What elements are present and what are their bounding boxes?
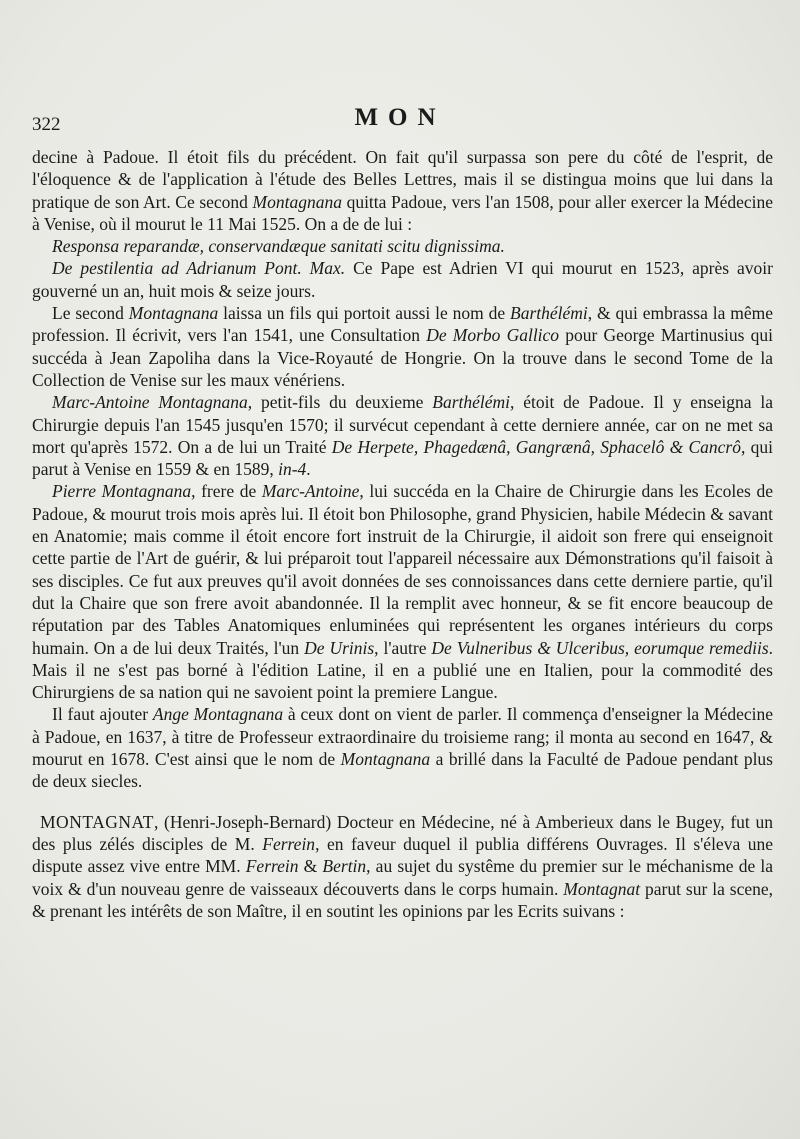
text-run: a brillé dans la Faculté de Padoue pendant plus de deux siecles. (32, 749, 773, 792)
text-run: , petit-fils du deuxieme (247, 392, 433, 413)
italic-text-run: Barthélémi (432, 392, 511, 413)
page-header (32, 104, 768, 134)
italic-text-run: De Vulneribus & Ulceribus, eorumque remediis (431, 637, 769, 658)
italic-text-run: De Urinis (304, 637, 375, 658)
page-number: 322 (32, 114, 61, 135)
italic-text-run: Ange Montagnana (152, 704, 284, 725)
text-run: . Mais il ne s'est pas borné à l'édition Latine, il en a publié une en Italien, pour la commodité des Chirurgiens de sa nation qui ne savoient point la premiere Langue. (32, 637, 774, 703)
text-run: , l'autre (374, 637, 432, 658)
paragraph (32, 480, 773, 703)
text-run: , lui succéda en la Chaire de Chirurgie dans les Ecoles de Padoue, & mourut trois mois après lui. Il étoit bon Philosophe, grand Physicien, habile Médecin & savant en Anatomie; mais comme il étoit encore fort instruit de la Chirurgie, il aidoit son frere qui enseignoit cette partie de l'Art de guérir, & lui préparoit tout l'appareil nécessaire aux Démonstrations qu'il faisoit à ses disciples. Ce fut aux preuves qu'il avoit données de ses connoissances dans cette derniere partie, qu'il dut la Chaire que son frere avoit abandonnée. Il la remplit avec honneur, & se fit encore beaucoup de réputation par des Tables Anatomiques enluminées qui représentent les organes intérieurs du corps humain. On a de lui deux Traités, l'un (32, 481, 773, 658)
italic-text-run: Bertin (322, 856, 367, 877)
text-run: . (306, 459, 311, 480)
paragraph (32, 703, 773, 792)
italic-text-run: De pestilentia ad Adrianum Pont. Max. (52, 258, 346, 279)
italic-text-run: Marc-Antoine Montagnana (52, 392, 248, 413)
italic-text-run: Montagnana (128, 303, 219, 324)
text-run: Il faut ajouter (52, 704, 153, 725)
italic-text-run: Barthélémi (510, 303, 588, 324)
text-run: , au sujet du systême du premier sur le méchanisme de la voix & d'un nouveau genre de vaisseaux découverts dans le corps humain. (32, 856, 773, 899)
text-run: pour George Martinusius qui succéda à Jean Zapoliha dans la Vice-Royauté de Hongrie. On la trouve dans le second Tome de la Collection de Venise sur les maux vénériens. (32, 325, 773, 390)
italic-text-run: in-4 (278, 459, 307, 480)
italic-text-run: De Herpete, Phagedænâ, Gangrænâ, Sphacelô & Cancrô (331, 436, 741, 457)
italic-text-run: Ferrein (262, 833, 316, 854)
text-run: Ce Pape est Adrien VI qui mourut en 1523, après avoir gouverné un an, huit mois & seize jours. (32, 258, 773, 301)
text-run: , étoit de Padoue. Il y enseigna la Chirurgie depuis l'an 1545 jusqu'en 1570; il survécut cependant à cette derniere année, car on ne met sa mort qu'après 1572. On a de lui un Traité (32, 392, 773, 457)
work-title-paragraph (32, 235, 773, 257)
body-text (32, 146, 773, 922)
paragraph (32, 146, 773, 235)
text-run: decine à Padoue. Il étoit fils du précédent. On fait qu'il surpassa son pere du côté de l'esprit, de l'éloquence & de l'application à l'étude des Belles Lettres, mais il se distingua moins que lui dans la pratique de son Art. Ce second (32, 147, 773, 212)
text-run: , frere de (191, 481, 262, 502)
text-run: , (Henri-Joseph-Bernard) Docteur en Médecine, né à Amberieux dans le Bugey, fut un des plus zélés disciples de M. (32, 811, 773, 854)
text-run: parut sur la scene, & prenant les intérêts de son Maître, il en soutint les opinions par les Ecrits suivans : (32, 878, 774, 921)
paragraph (32, 391, 773, 480)
entry-heading: MONTAGNAT (40, 811, 154, 832)
text-run: , & qui embrassa la même profession. Il écrivit, vers l'an 1541, une Consultation (32, 303, 773, 346)
text-run: à ceux dont on vient de parler. Il commença d'enseigner la Médecine à Padoue, en 1637, à titre de Professeur extraordinaire du troisieme rang; il monta au second en 1647, & mourut en 1678. C'est ainsi que le nom de (32, 704, 773, 770)
italic-text-run: Pierre Montagnana (52, 481, 192, 502)
italic-text-run: Montagnana (340, 749, 431, 770)
italic-text-run: Ferrein (245, 856, 299, 877)
work-title-paragraph (32, 257, 773, 302)
text-run: laissa un fils qui portoit aussi le nom de (218, 303, 510, 324)
italic-text-run: De Morbo Gallico (426, 325, 560, 346)
text-run: , en faveur duquel il publia différens Ouvrages. Il s'éleva une dispute assez vive entre MM. (32, 833, 774, 877)
text-run: , qui parut à Venise en 1559 & en 1589, (32, 436, 773, 480)
italic-text-run: Montagnat (563, 878, 641, 899)
text-run: quitta Padoue, vers l'an 1508, pour aller exercer la Médecine à Venise, où il mourut le 11 Mai 1525. On a de de lui : (32, 191, 773, 234)
italic-text-run: Marc-Antoine (261, 481, 360, 502)
entry-paragraph (32, 811, 773, 922)
italic-text-run: Responsa reparandæ, conservandæque sanitati scitu dignissima. (52, 236, 505, 257)
running-head: MON (354, 104, 446, 131)
text-run: & (298, 856, 323, 877)
italic-text-run: Montagnana (252, 191, 342, 212)
text-run: Le second (52, 303, 129, 324)
paragraph (32, 302, 773, 391)
